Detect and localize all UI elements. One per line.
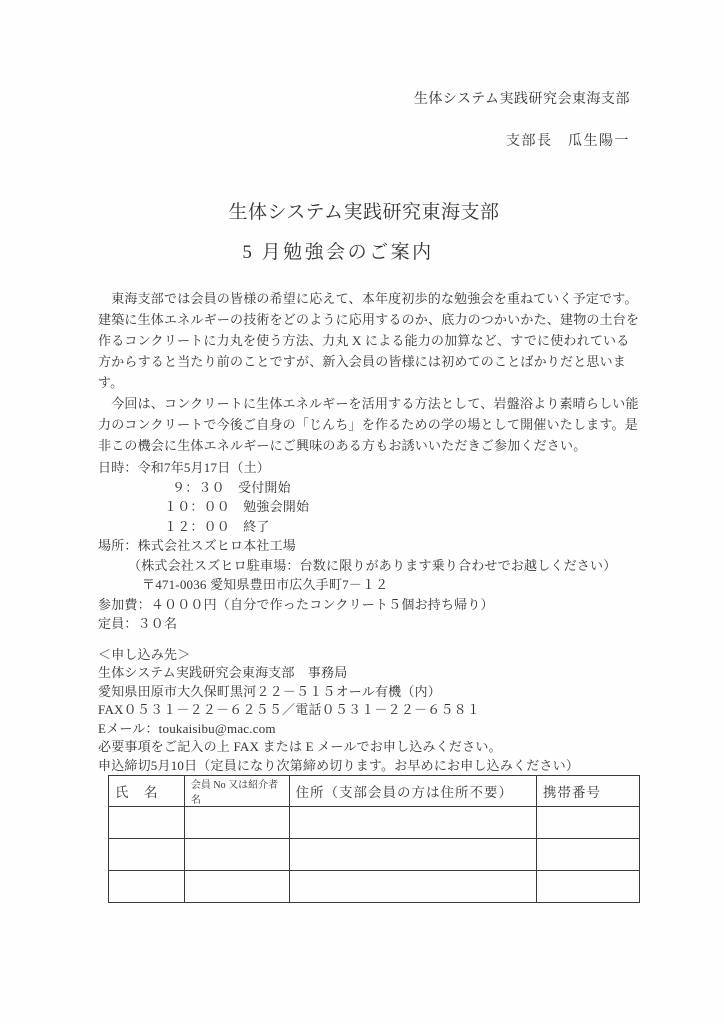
detail-place: 場所：株式会社スズヒロ本社工場 xyxy=(98,538,297,553)
form-header-row xyxy=(109,776,640,807)
detail-address: 〒471-0036 愛知県豊田市広久手町7－１２ xyxy=(142,577,389,592)
form-cell-empty xyxy=(184,871,289,903)
detail-time-start: １０：００ 勉強会開始 xyxy=(164,499,310,514)
intro-line: 今回は、コンクリートに生体エネルギーを活用する方法として、岩盤浴より素晴らしい能 xyxy=(98,396,639,411)
intro-line: 東海支部では会員の皆様の希望に応えて、本年度初歩的な勉強会を重ねていく予定です。 xyxy=(98,291,638,306)
form-cell-empty xyxy=(536,807,639,839)
detail-time-reception: ９：３０ 受付開始 xyxy=(172,479,291,495)
application-office-address: 愛知県田原市大久保町黒河２２－５１５オール有機（内） xyxy=(98,683,441,699)
form-empty-row xyxy=(109,871,640,903)
intro-line: 方からすると当たり前のことですが、新入会員の皆様には初めてのことばかりだと思いま xyxy=(98,354,627,369)
intro-line: 建築に生体エネルギーの技術をどのように応用するのか、底力のつかいかた、建物の土台を xyxy=(98,312,640,327)
chapter-head-signature: 支部長 瓜生陽一 xyxy=(506,134,630,149)
application-form-table xyxy=(108,775,640,903)
detail-parking: （株式会社スズヒロ駐車場：台数に限りがあります乗り合わせでお越しください） xyxy=(128,557,617,573)
form-cell-empty xyxy=(289,807,536,839)
doc-title-line1: 生体システム実践研究東海支部 xyxy=(228,202,500,223)
col-header-mobile: 携帯番号 xyxy=(536,776,639,807)
form-cell-empty xyxy=(536,839,639,871)
form-cell-empty xyxy=(109,839,185,871)
doc-title-line2: 5 月勉強会のご案内 xyxy=(242,242,434,263)
application-heading: ＜申し込み先＞ xyxy=(98,646,191,662)
intro-line: 作るコンクリートに力丸を使う方法、力丸 X による能力の加算など、すでに使われている xyxy=(98,333,630,348)
application-deadline: 申込締切5月10日（定員になり次第締め切ります。お早めにお申し込みください） xyxy=(98,757,580,773)
org-name: 生体システム実践研究会東海支部 xyxy=(413,92,630,107)
intro-line: 非この機会に生体エネルギーにご興味のある方もお誘いいただきご参加ください。 xyxy=(98,438,587,453)
application-fax-tel: FAX０５３１－２２－６２５５／電話０５３１－２２－６５８１ xyxy=(98,702,481,717)
application-office: 生体システム実践研究会東海支部 事務局 xyxy=(98,665,348,680)
event-details xyxy=(98,458,630,634)
form-cell-empty xyxy=(289,839,536,871)
application-email: Eメール：toukaisibu@mac.com xyxy=(98,720,276,736)
application-instruction: 必要事項をご記入の上 FAX または E メールでお申し込みください。 xyxy=(98,739,502,754)
col-header-member-no: 会員 No 又は紹介者名 xyxy=(184,776,289,807)
col-header-name: 氏 名 xyxy=(109,776,185,807)
form-empty-row xyxy=(109,839,640,871)
form-cell-empty xyxy=(184,807,289,839)
intro-paragraphs xyxy=(98,288,640,456)
detail-fee: 参加費：４０００円（自分で作ったコンクリート５個お持ち帰り） xyxy=(98,596,494,612)
form-cell-empty xyxy=(536,871,639,903)
detail-time-end: １２：００ 終了 xyxy=(164,518,270,534)
form-cell-empty xyxy=(109,871,185,903)
application-info xyxy=(98,646,630,776)
form-cell-empty xyxy=(109,807,185,839)
form-cell-empty xyxy=(289,871,536,903)
intro-line: す。 xyxy=(98,375,124,390)
detail-capacity: 定員：３０名 xyxy=(98,616,178,631)
document-content xyxy=(98,90,640,903)
col-header-address: 住所（支部会員の方は住所不要） xyxy=(289,776,536,807)
form-cell-empty xyxy=(184,839,289,871)
form-empty-row xyxy=(109,807,640,839)
intro-line: 力のコンクリートで今後ご自身の「じんち」を作るための学の場として開催いたします。是 xyxy=(98,417,638,432)
detail-datetime: 日時：令和7年5月17日（土） xyxy=(98,460,271,475)
